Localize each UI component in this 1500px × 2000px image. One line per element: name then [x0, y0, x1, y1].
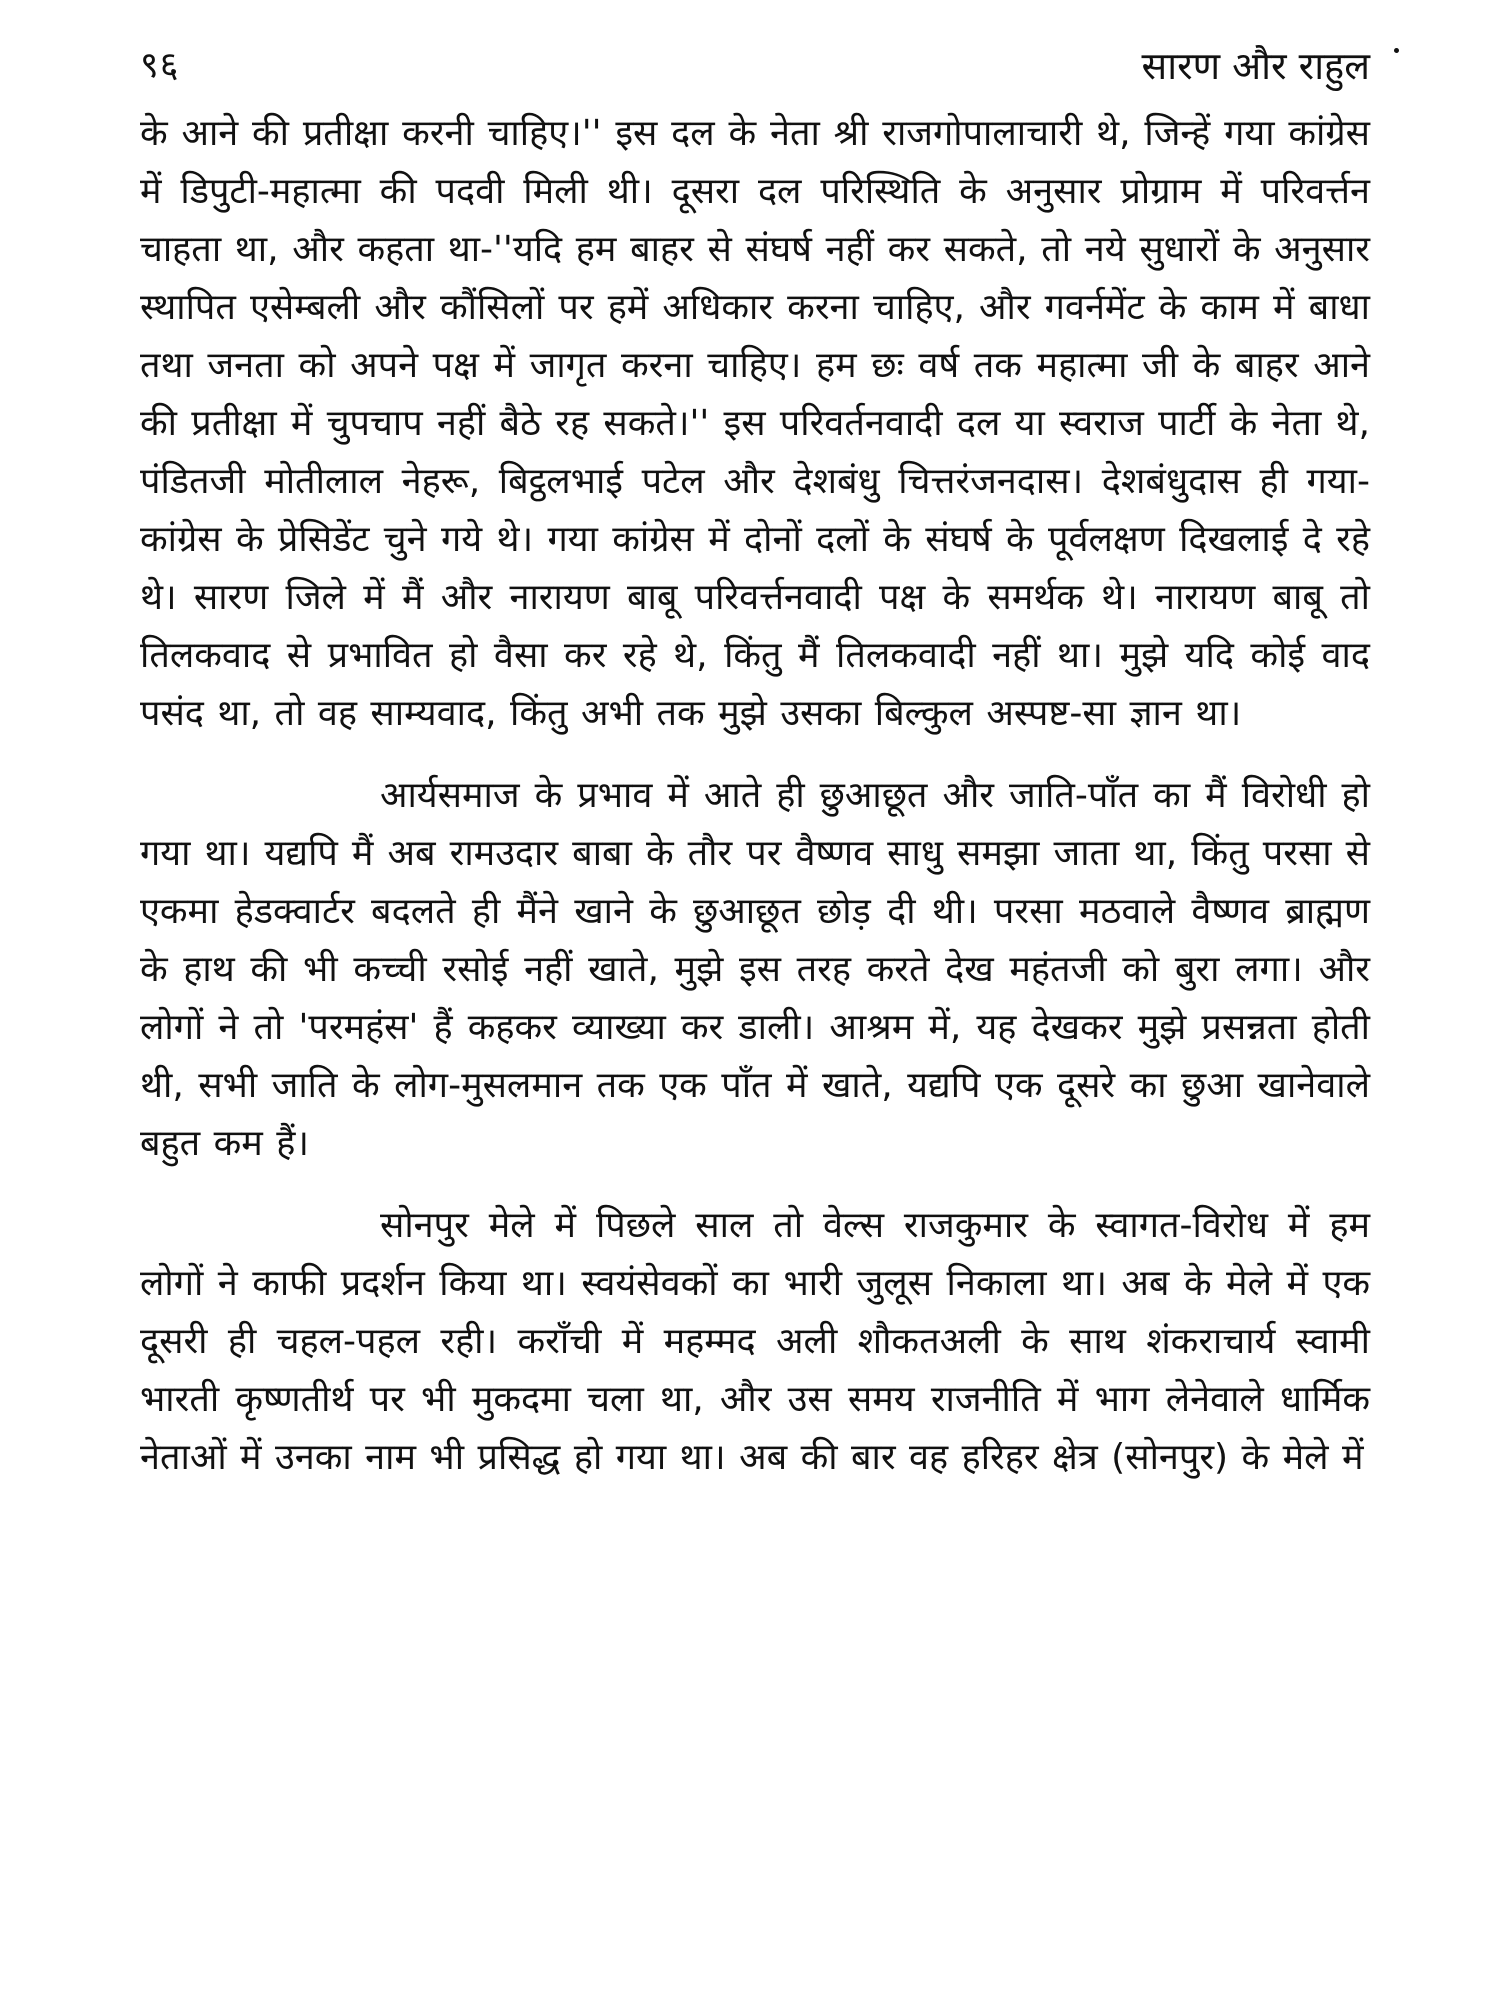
page-number: ९६	[140, 45, 180, 86]
paragraph-3: सोनपुर मेले में पिछले साल तो वेल्स राजकुमार के स्वागत-विरोध में हम लोगों ने काफी प्रदर्शन किया था। स्वयंसेवकों का भारी जुलूस निकाला था। अब के मेले में एक दूसरी ही चहल-पहल रही। कराँची में महम्मद अली शौकतअली के साथ शंकराचार्य स्वामी भारती कृष्णतीर्थ पर भी मुकदमा चला था, और उस समय राजनीति में भाग लेनेवाले धार्मिक नेताओं में उनका नाम भी प्रसिद्ध हो गया था। अब की बार वह हरिहर क्षेत्र (सोनपुर) के मेले में	[140, 1205, 1370, 1478]
page-header	[140, 38, 1370, 94]
page-body	[140, 105, 1370, 1487]
running-title: सारण और राहुल	[1141, 44, 1370, 88]
paragraph-2: आर्यसमाज के प्रभाव में आते ही छुआछूत और जाति-पाँत का मैं विरोधी हो गया था। यद्यपि मैं अब रामउदार बाबा के तौर पर वैष्णव साधु समझा जाता था, किंतु परसा से एकमा हेडक्वार्टर बदलते ही मैंने खाने के छुआछूत छोड़ दी थी। परसा मठवाले वैष्णव ब्राह्मण के हाथ की भी कच्ची रसोई नहीं खाते, मुझे इस तरह करते देख महंतजी को बुरा लगा। और लोगों ने तो 'परमहंस' हैं कहकर व्याख्या कर डाली। आश्रम में, यह देखकर मुझे प्रसन्नता होती थी, सभी जाति के लोग-मुसलमान तक एक पाँत में खाते, यद्यपि एक दूसरे का छुआ खानेवाले बहुत कम हैं।	[140, 775, 1370, 1164]
print-mark	[1394, 48, 1399, 53]
paragraph-1: के आने की प्रतीक्षा करनी चाहिए।'' इस दल के नेता श्री राजगोपालाचारी थे, जिन्हें गया कांग्रेस में डिपुटी-महात्मा की पदवी मिली थी। दूसरा दल परिस्थिति के अनुसार प्रोग्राम में परिवर्त्तन चाहता था, और कहता था-''यदि हम बाहर से संघर्ष नहीं कर सकते, तो नये सुधारों के अनुसार स्थापित एसेम्बली और कौंसिलों पर हमें अधिकार करना चाहिए, और गवर्नमेंट के काम में बाधा तथा जनता को अपने पक्ष में जागृत करना चाहिए। हम छः वर्ष तक महात्मा जी के बाहर आने की प्रतीक्षा में चुपचाप नहीं बैठे रह सकते।'' इस परिवर्तनवादी दल या स्वराज पार्टी के नेता थे, पंडितजी मोतीलाल नेहरू, बिट्ठलभाई पटेल और देशबंधु चित्तरंजनदास। देशबंधुदास ही गया-कांग्रेस के प्रेसिडेंट चुने गये थे। गया कांग्रेस में दोनों दलों के संघर्ष के पूर्वलक्षण दिखलाई दे रहे थे। सारण जिले में मैं और नारायण बाबू परिवर्त्तनवादी पक्ष के समर्थक थे। नारायण बाबू तो तिलकवाद से प्रभावित हो वैसा कर रहे थे, किंतु मैं तिलकवादी नहीं था। मुझे यदि कोई वाद पसंद था, तो वह साम्यवाद, किंतु अभी तक मुझे उसका बिल्कुल अस्पष्ट-सा ज्ञान था।	[140, 113, 1370, 734]
